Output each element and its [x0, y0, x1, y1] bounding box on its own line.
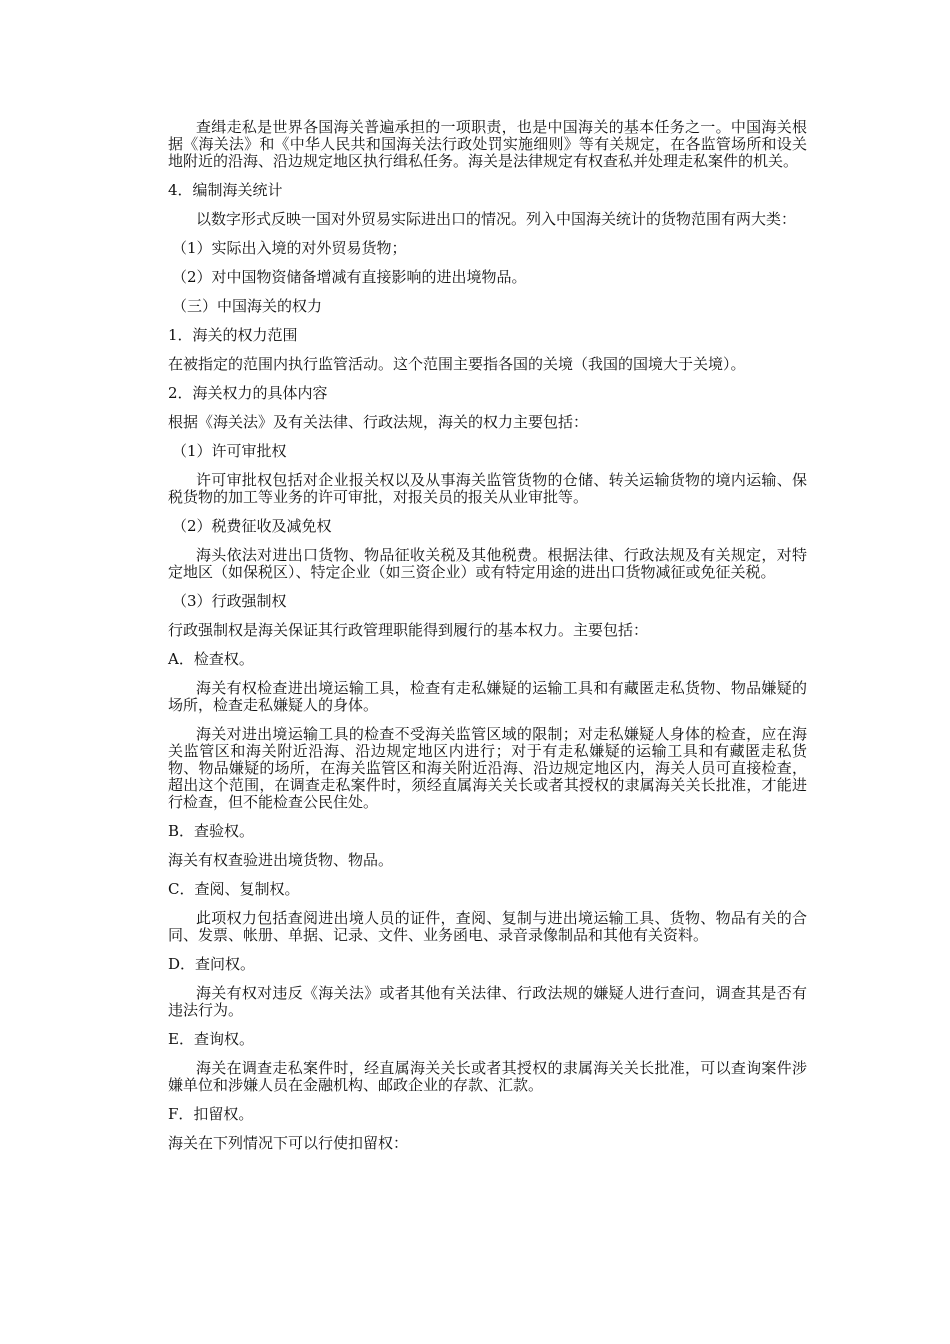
- paragraph: 海关对进出境运输工具的检查不受海关监管区域的限制；对走私嫌疑人身体的检查，应在海关监管区和海关附近沿海、沿边规定地区内进行；对于有走私嫌疑的运输工具和有藏匿走私货物、物品嫌疑的场所，在海关监管区和海关附近沿海、沿边规定地区内，海关人员可直接检查，超出这个范围，在调查走私案件时，须经直属海关关长或者其授权的隶属海关关长批准，才能进行检查，但不能检查公民住处。: [168, 725, 807, 811]
- paragraph: 海头依法对进出口货物、物品征收关税及其他税费。根据法律、行政法规及有关规定，对特定地区（如保税区）、特定企业（如三资企业）或有特定用途的进出口货物减征或免征关税。: [168, 546, 807, 581]
- heading-line: 海关在下列情况下可以行使扣留权：: [168, 1134, 409, 1152]
- sub-heading: （2）税费征收及减免权: [172, 517, 332, 535]
- heading-line: 根据《海关法》及有关法律、行政法规，海关的权力主要包括：: [168, 413, 589, 431]
- paragraph: 许可审批权包括对企业报关权以及从事海关监管货物的仓储、转关运输货物的境内运输、保税货物的加工等业务的许可审批，对报关员的报关从业审批等。: [168, 471, 807, 506]
- sub-heading: （三）中国海关的权力: [172, 297, 323, 315]
- document-body: [168, 119, 807, 1152]
- paragraph: 海关在调查走私案件时，经直属海关关长或者其授权的隶属海关关长批准，可以查询案件涉嫌单位和涉嫌人员在金融机构、邮政企业的存款、汇款。: [168, 1059, 807, 1094]
- sub-heading: （1）实际出入境的对外贸易货物；: [172, 239, 407, 257]
- sub-heading: （3）行政强制权: [172, 592, 287, 610]
- paragraph: 此项权力包括查阅进出境人员的证件，查阅、复制与进出境运输工具、货物、物品有关的合同、发票、帐册、单据、记录、文件、业务函电、录音录像制品和其他有关资料。: [168, 909, 807, 944]
- paragraph: 查缉走私是世界各国海关普遍承担的一项职责，也是中国海关的基本任务之一。中国海关根据《海关法》和《中华人民共和国海关法行政处罚实施细则》等有关规定，在各监管场所和设关地附近的沿海、沿边规定地区执行缉私任务。海关是法律规定有权查私并处理走私案件的机关。: [168, 118, 807, 170]
- heading-line: 在被指定的范围内执行监管活动。这个范围主要指各国的关境（我国的国境大于关境）。: [168, 355, 746, 373]
- heading-line: D．查问权。: [168, 955, 256, 973]
- heading-line: E．查询权。: [168, 1030, 254, 1048]
- heading-line: B．查验权。: [168, 822, 255, 840]
- heading-line: 2．海关权力的具体内容: [168, 384, 328, 402]
- heading-line: A．检查权。: [168, 650, 254, 668]
- paragraph: 海关有权对违反《海关法》或者其他有关法律、行政法规的嫌疑人进行查问，调查其是否有违法行为。: [168, 984, 807, 1019]
- heading-line: 4．编制海关统计: [168, 181, 283, 199]
- heading-line: 海关有权查验进出境货物、物品。: [168, 851, 394, 869]
- heading-line: C．查阅、复制权。: [168, 880, 300, 898]
- paragraph: 以数字形式反映一国对外贸易实际进出口的情况。列入中国海关统计的货物范围有两大类：: [196, 210, 797, 228]
- sub-heading: （1）许可审批权: [172, 442, 287, 460]
- heading-line: F．扣留权。: [168, 1105, 254, 1123]
- sub-heading: （2）对中国物资储备增减有直接影响的进出境物品。: [172, 268, 527, 286]
- paragraph: 海关有权检查进出境运输工具，检查有走私嫌疑的运输工具和有藏匿走私货物、物品嫌疑的场所，检查走私嫌疑人的身体。: [168, 679, 807, 714]
- heading-line: 行政强制权是海关保证其行政管理职能得到履行的基本权力。主要包括：: [168, 621, 649, 639]
- heading-line: 1．海关的权力范围: [168, 326, 298, 344]
